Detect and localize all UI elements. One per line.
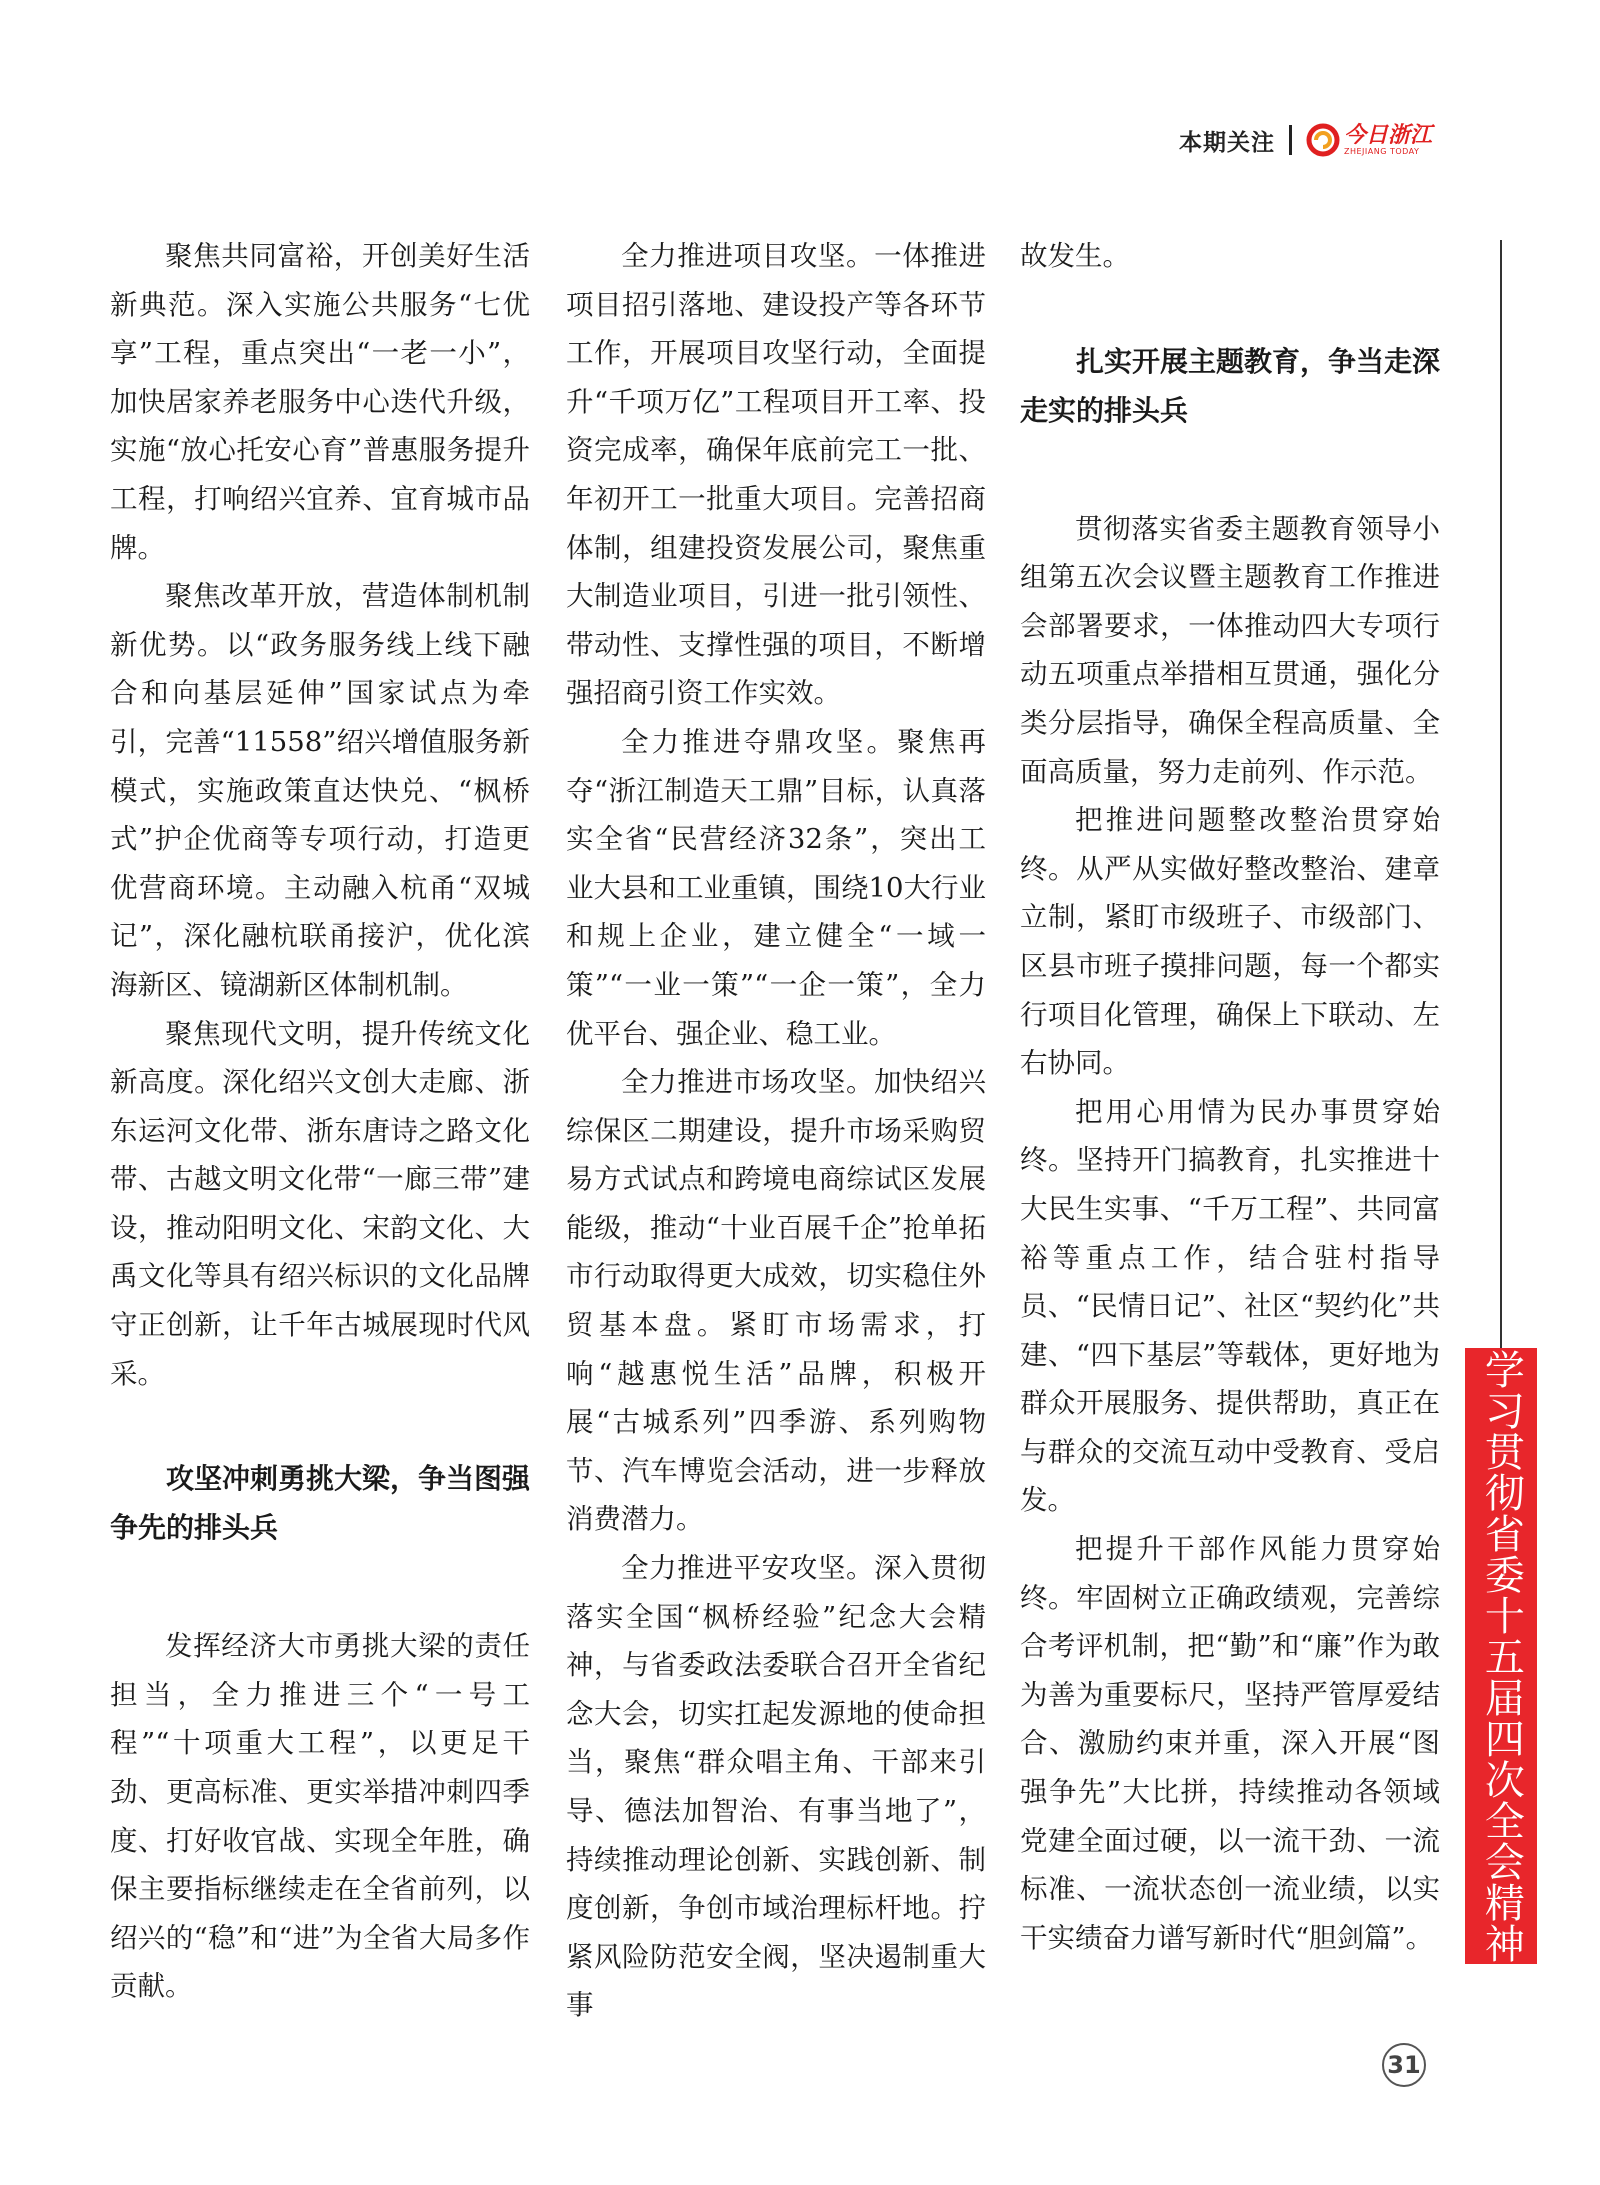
column-3 <box>1020 232 1440 1962</box>
publication-logo <box>1306 123 1432 157</box>
logo-text: 今日浙江 <box>1343 122 1432 148</box>
paragraph: 把提升干部作风能力贯穿始终。牢固树立正确政绩观，完善综合考评机制，把“勤”和“廉”作为敢为善为重要标尺，坚持严管厚爱结合、激励约束并重，深入开展“图强争先”大比拼，持续推动各领域党建全面过硬，以一流干劲、一流标准、一流状态创一流业绩，以实干实绩奋力谱写新时代“胆剑篇”。 <box>1020 1533 1440 1954</box>
paragraph: 聚焦共同富裕，开创美好生活新典范。深入实施公共服务“七优享”工程，重点突出“一老一小”，加快居家养老服务中心迭代升级，实施“放心托安心育”普惠服务提升工程，打响绍兴宜养、宜育城市品牌。 <box>110 240 530 564</box>
paragraph: 把推进问题整改整治贯穿始终。从严从实做好整改整治、建章立制，紧盯市级班子、市级部门、区县市班子摸排问题，每一个都实行项目化管理，确保上下联动、左右协同。 <box>1020 804 1440 1080</box>
paragraph: 全力推进夺鼎攻坚。聚焦再夺“浙江制造天工鼎”目标，认真落实全省“民营经济32条”，突出工业大县和工业重镇，围绕10大行业和规上企业，建立健全“一域一策”“一业一策”“一企一策”，全力优平台、强企业、稳工业。 <box>566 725 986 1050</box>
paragraph: 聚焦现代文明，提升传统文化新高度。深化绍兴文创大走廊、浙东运河文化带、浙东唐诗之路文化带、古越文明文化带“一廊三带”建设，推动阳明文化、宋韵文化、大禹文化等具有绍兴标识的文化品牌守正创新，让千年古城展现时代风采。 <box>110 1017 530 1390</box>
column-2 <box>566 232 986 2030</box>
paragraph: 全力推进项目攻坚。一体推进项目招引落地、建设投产等各环节工作，开展项目攻坚行动，全面提升“千项万亿”工程项目开工率、投资完成率，确保年底前完工一批、年初开工一批重大项目。完善招商体制，组建投资发展公司，聚焦重大制造业项目，引进一批引领性、带动性、支撑性强的项目，不断增强招商引资工作实效。 <box>566 240 986 710</box>
paragraph: 全力推进平安攻坚。深入贯彻落实全国“枫桥经验”纪念大会精神，与省委政法委联合召开全省纪念大会，切实扛起发源地的使命担当，聚焦“群众唱主角、干部来引导、德法加智治、有事当地了”，持续推动理论创新、实践创新、制度创新，争创市域治理标杆地。拧紧风险防范安全阀，坚决遏制重大事 <box>566 1552 986 2022</box>
section-heading: 扎实开展主题教育，争当走深走实的排头兵 <box>1020 344 1441 427</box>
margin-rule <box>1500 240 1502 1350</box>
column-1 <box>110 232 530 2011</box>
paragraph: 聚焦改革开放，营造体制机制新优势。以“政务服务线上线下融合和向基层延伸”国家试点为牵引，完善“11558”绍兴增值服务新模式，实施政策直达快兑、“枫桥式”护企优商等专项行动，打造更优营商环境。主动融入杭甬“双城记”，深化融杭联甬接沪，优化滨海新区、镜湖新区体制机制。 <box>110 580 530 1001</box>
paragraph: 故发生。 <box>1020 240 1130 272</box>
section-heading: 攻坚冲刺勇挑大梁，争当图强争先的排头兵 <box>110 1462 531 1545</box>
header-divider <box>1289 125 1292 155</box>
paragraph: 把用心用情为民办事贯穿始终。坚持开门搞教育，扎实推进十大民生实事、“千万工程”、共同富裕等重点工作，结合驻村指导员、“民情日记”、社区“契约化”共建、“四下基层”等载体，更好地为群众开展服务、提供帮助，真正在与群众的交流互动中受教育、受启发。 <box>1020 1095 1440 1517</box>
section-label: 本期关注 <box>1178 129 1275 156</box>
paragraph: 贯彻落实省委主题教育领导小组第五次会议暨主题教育工作推进会部署要求，一体推动四大专项行动五项重点举措相互贯通，强化分类分层指导，确保全程高质量、全面高质量，努力走前列、作示范。 <box>1020 512 1440 788</box>
paragraph: 全力推进市场攻坚。加快绍兴综保区二期建设，提升市场采购贸易方式试点和跨境电商综试区发展能级，推动“十业百展千企”抢单拓市行动取得更大成效，切实稳住外贸基本盘。紧盯市场需求，打响“越惠悦生活”品牌，积极开展“古城系列”四季游、系列购物节、汽车博览会活动，进一步释放消费潜力。 <box>566 1066 986 1536</box>
paragraph: 发挥经济大市勇挑大梁的责任担当，全力推进三个“一号工程”“十项重大工程”，以更足干劲、更高标准、更实举措冲刺四季度、打好收官战、实现全年胜，确保主要指标继续走在全省前列，以绍兴的“稳”和“进”为全省大局多作贡献。 <box>110 1630 530 2003</box>
logo-subtext: ZHEJIANG TODAY <box>1343 147 1420 156</box>
side-banner: 学习贯彻省委十五届四次全会精神 <box>1465 1348 1537 1964</box>
logo-swirl-icon <box>1306 123 1340 157</box>
page-number: 31 <box>1382 2043 1426 2087</box>
page-header <box>1179 118 1432 162</box>
